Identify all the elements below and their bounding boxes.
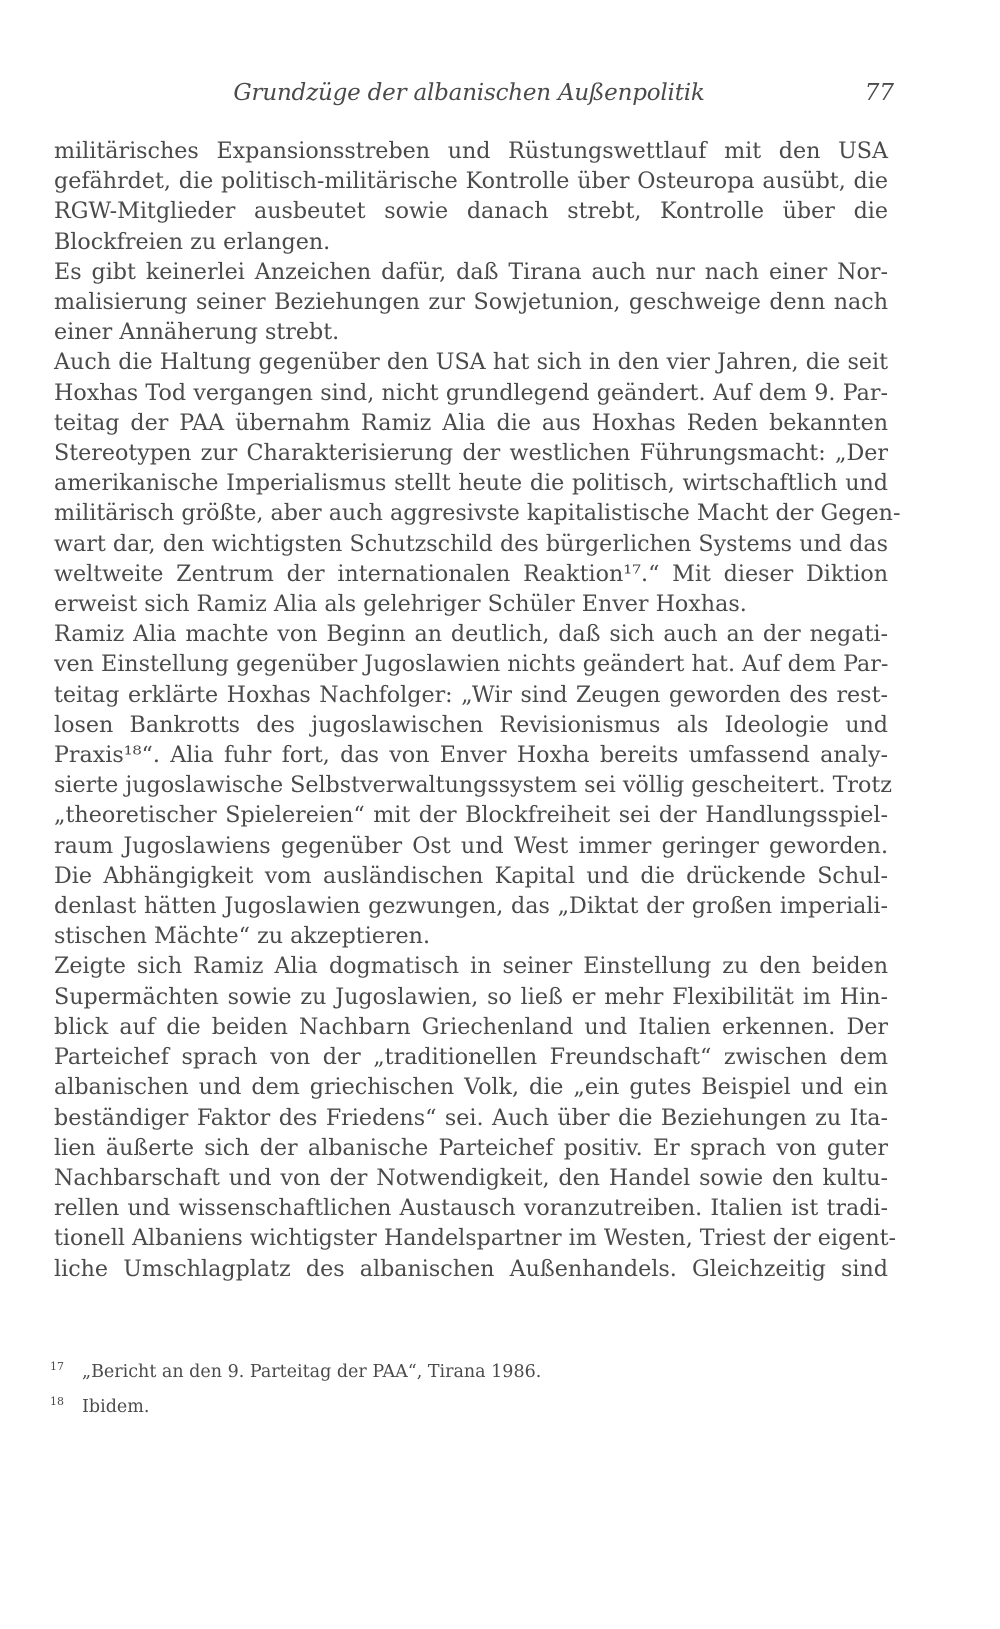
text-line: Supermächten sowie zu Jugoslawien, so ließ er mehr Flexibilität im Hin- — [54, 983, 888, 1010]
text-line: Die Abhängigkeit vom ausländischen Kapital und die drückende Schul- — [54, 862, 888, 889]
text-line: Parteichef sprach von der „traditionellen Freundschaft“ zwischen dem — [54, 1044, 888, 1071]
text-line: liche Umschlagplatz des albanischen Außenhandels. Gleichzeitig sind — [54, 1255, 888, 1282]
paragraph — [54, 136, 888, 257]
text-line: teitag erklärte Hoxhas Nachfolger: „Wir sind Zeugen geworden des rest- — [54, 681, 888, 708]
text-line: Zeigte sich Ramiz Alia dogmatisch in seiner Einstellung zu den beiden — [54, 953, 888, 980]
text-line: militärisch größte, aber auch aggresivste kapitalistische Macht der Gegen- — [54, 500, 901, 527]
text-line: einer Annäherung strebt. — [54, 319, 340, 346]
text-line: Ramiz Alia machte von Beginn an deutlich, daß sich auch an der negati- — [54, 621, 888, 648]
text-line: sierte jugoslawische Selbstverwaltungssystem sei völlig gescheitert. Trotz — [54, 772, 892, 799]
text-line: Es gibt keinerlei Anzeichen dafür, daß Tirana auch nur nach einer Nor- — [54, 258, 888, 285]
text-line: ven Einstellung gegenüber Jugoslawien nichts geändert hat. Auf dem Par- — [54, 651, 889, 678]
text-line: wart dar, den wichtigsten Schutzschild des bürgerlichen Systems und das — [54, 530, 888, 557]
page-number: 77 — [864, 80, 894, 106]
footnote-text: Ibidem. — [82, 1397, 150, 1417]
running-title: Grundzüge der albanischen Außenpolitik — [233, 80, 705, 106]
text-line: losen Bankrotts des jugoslawischen Revisionismus als Ideologie und — [54, 711, 888, 738]
text-line: tionell Albaniens wichtigster Handelspartner im Westen, Triest der eigent- — [54, 1225, 897, 1252]
footnote — [50, 1387, 750, 1422]
text-line: Stereotypen zur Charakterisierung der westlichen Führungsmacht: „Der — [54, 440, 888, 467]
text-line: weltweite Zentrum der internationalen Reaktion¹⁷.“ Mit dieser Diktion — [54, 560, 888, 587]
footnote — [50, 1352, 750, 1387]
text-line: „theoretischer Spielereien“ mit der Blockfreiheit sei der Handlungsspiel- — [54, 802, 888, 829]
text-line: militärisches Expansionsstreben und Rüstungswettlauf mit den USA — [54, 138, 888, 164]
text-line: albanischen und dem griechischen Volk, die „ein gutes Beispiel und ein — [54, 1074, 888, 1101]
text-line: Blockfreien zu erlangen. — [54, 228, 331, 255]
footnote-text: „Bericht an den 9. Parteitag der PAA“, Tirana 1986. — [82, 1362, 542, 1382]
paragraph — [54, 951, 897, 1283]
text-line: amerikanische Imperialismus stellt heute die politisch, wirtschaftlich und — [54, 470, 888, 497]
text-line: Auch die Haltung gegenüber den USA hat sich in den vier Jahren, die seit — [54, 349, 888, 376]
text-line: Praxis¹⁸“. Alia fuhr fort, das von Enver Hoxha bereits umfassend analy- — [54, 742, 888, 769]
text-line: raum Jugoslawiens gegenüber Ost und West immer geringer geworden. — [54, 832, 888, 859]
text-line: gefährdet, die politisch-militärische Kontrolle über Osteuropa ausübt, die — [54, 168, 888, 195]
text-line: denlast hätten Jugoslawien gezwungen, das „Diktat der großen imperiali- — [54, 893, 888, 920]
text-line: lien äußerte sich der albanische Parteichef positiv. Er sprach von guter — [54, 1134, 888, 1161]
footnotes — [50, 1352, 750, 1422]
running-header — [54, 80, 894, 116]
text-line: malisierung seiner Beziehungen zur Sowjetunion, geschweige denn nach — [54, 289, 888, 316]
text-line: teitag der PAA übernahm Ramiz Alia die aus Hoxhas Reden bekannten — [54, 409, 888, 436]
paragraph — [54, 257, 888, 348]
text-line: Hoxhas Tod vergangen sind, nicht grundlegend geändert. Auf dem 9. Par- — [54, 379, 888, 406]
text-line: blick auf die beiden Nachbarn Griechenland und Italien erkennen. Der — [54, 1013, 888, 1040]
text-line: Nachbarschaft und von der Notwendigkeit, den Handel sowie den kultu- — [54, 1164, 888, 1191]
paragraph — [54, 619, 892, 951]
text-line: erweist sich Ramiz Alia als gelehriger Schüler Enver Hoxhas. — [54, 591, 747, 618]
paragraph — [54, 347, 901, 619]
body-text — [54, 136, 901, 1284]
text-line: RGW-Mitglieder ausbeutet sowie danach strebt, Kontrolle über die — [54, 198, 888, 225]
text-line: stischen Mächte“ zu akzeptieren. — [54, 923, 431, 950]
footnote-number: 17 — [50, 1360, 64, 1373]
text-line: rellen und wissenschaftlichen Austausch voranzutreiben. Italien ist tradi- — [54, 1195, 888, 1222]
footnote-number: 18 — [50, 1395, 64, 1408]
text-line: beständiger Faktor des Friedens“ sei. Auch über die Beziehungen zu Ita- — [54, 1104, 888, 1131]
